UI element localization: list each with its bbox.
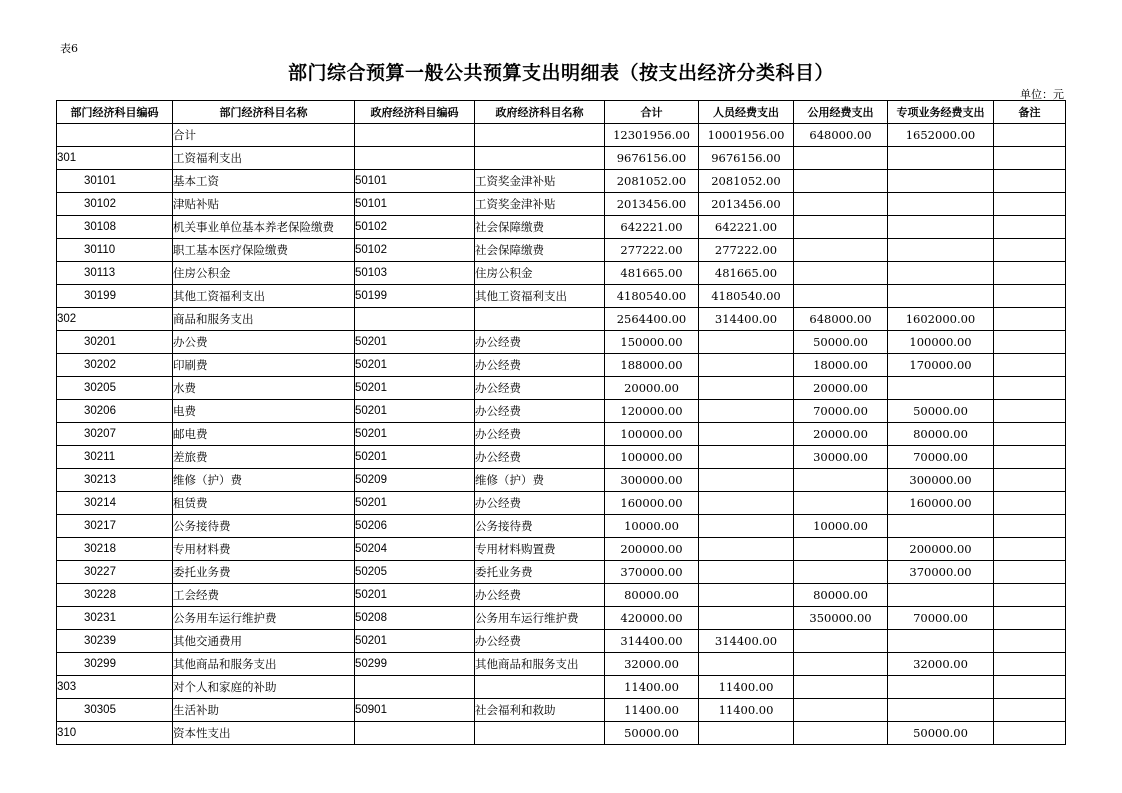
total-cell: 11400.00	[605, 676, 699, 699]
note-cell	[994, 147, 1066, 170]
header-total: 合计	[605, 101, 699, 124]
table-row	[57, 331, 1066, 354]
public-cell	[794, 492, 888, 515]
dept-code-cell: 30207	[57, 423, 173, 446]
special-cell: 50000.00	[888, 400, 994, 423]
gov-name-cell: 社会保障缴费	[475, 239, 605, 262]
gov-name-cell: 社会保障缴费	[475, 216, 605, 239]
dept-code-cell	[57, 124, 173, 147]
table-row	[57, 607, 1066, 630]
table-row	[57, 216, 1066, 239]
total-cell: 20000.00	[605, 377, 699, 400]
table-row	[57, 377, 1066, 400]
personnel-cell: 314400.00	[699, 630, 794, 653]
dept-code-cell: 303	[57, 676, 173, 699]
special-cell	[888, 147, 994, 170]
gov-name-cell	[475, 124, 605, 147]
special-cell: 1652000.00	[888, 124, 994, 147]
note-cell	[994, 492, 1066, 515]
gov-name-cell: 公务用车运行维护费	[475, 607, 605, 630]
dept-code-cell: 30201	[57, 331, 173, 354]
table-row	[57, 147, 1066, 170]
note-cell	[994, 170, 1066, 193]
personnel-cell	[699, 561, 794, 584]
note-cell	[994, 538, 1066, 561]
gov-code-cell: 50206	[355, 515, 475, 538]
gov-name-cell: 社会福利和救助	[475, 699, 605, 722]
public-cell	[794, 285, 888, 308]
note-cell	[994, 423, 1066, 446]
dept-code-cell: 30101	[57, 170, 173, 193]
dept-name-cell: 水费	[173, 377, 355, 400]
gov-code-cell	[355, 308, 475, 331]
total-cell: 32000.00	[605, 653, 699, 676]
gov-code-cell: 50102	[355, 239, 475, 262]
public-cell	[794, 193, 888, 216]
special-cell	[888, 584, 994, 607]
total-cell: 12301956.00	[605, 124, 699, 147]
dept-name-cell: 资本性支出	[173, 722, 355, 745]
note-cell	[994, 216, 1066, 239]
dept-code-cell: 30231	[57, 607, 173, 630]
dept-code-cell: 30206	[57, 400, 173, 423]
note-cell	[994, 676, 1066, 699]
public-cell	[794, 469, 888, 492]
public-cell: 20000.00	[794, 423, 888, 446]
table-row	[57, 170, 1066, 193]
personnel-cell	[699, 607, 794, 630]
special-cell	[888, 216, 994, 239]
dept-name-cell: 其他商品和服务支出	[173, 653, 355, 676]
table-row	[57, 354, 1066, 377]
table-row	[57, 469, 1066, 492]
total-cell: 80000.00	[605, 584, 699, 607]
personnel-cell	[699, 331, 794, 354]
dept-code-cell: 30299	[57, 653, 173, 676]
personnel-cell: 314400.00	[699, 308, 794, 331]
note-cell	[994, 285, 1066, 308]
personnel-cell: 642221.00	[699, 216, 794, 239]
note-cell	[994, 561, 1066, 584]
table-row	[57, 676, 1066, 699]
total-cell: 100000.00	[605, 423, 699, 446]
note-cell	[994, 584, 1066, 607]
public-cell	[794, 262, 888, 285]
dept-code-cell: 30217	[57, 515, 173, 538]
dept-code-cell: 30108	[57, 216, 173, 239]
dept-code-cell: 30214	[57, 492, 173, 515]
table-row	[57, 630, 1066, 653]
special-cell: 80000.00	[888, 423, 994, 446]
public-cell: 50000.00	[794, 331, 888, 354]
personnel-cell: 10001956.00	[699, 124, 794, 147]
gov-code-cell	[355, 676, 475, 699]
total-cell: 4180540.00	[605, 285, 699, 308]
gov-name-cell: 委托业务费	[475, 561, 605, 584]
dept-code-cell: 30202	[57, 354, 173, 377]
gov-name-cell: 工资奖金津补贴	[475, 170, 605, 193]
dept-code-cell: 30227	[57, 561, 173, 584]
special-cell: 100000.00	[888, 331, 994, 354]
total-cell: 481665.00	[605, 262, 699, 285]
page-title: 部门综合预算一般公共预算支出明细表（按支出经济分类科目）	[287, 62, 834, 84]
table-row	[57, 262, 1066, 285]
dept-name-cell: 津贴补贴	[173, 193, 355, 216]
header-note: 备注	[994, 101, 1066, 124]
dept-name-cell: 工资福利支出	[173, 147, 355, 170]
note-cell	[994, 699, 1066, 722]
dept-code-cell: 30205	[57, 377, 173, 400]
public-cell: 70000.00	[794, 400, 888, 423]
dept-name-cell: 电费	[173, 400, 355, 423]
table-row	[57, 400, 1066, 423]
special-cell	[888, 515, 994, 538]
dept-name-cell: 机关事业单位基本养老保险缴费	[173, 216, 355, 239]
gov-name-cell: 专用材料购置费	[475, 538, 605, 561]
gov-code-cell: 50201	[355, 630, 475, 653]
gov-code-cell: 50204	[355, 538, 475, 561]
special-cell: 70000.00	[888, 607, 994, 630]
gov-code-cell: 50299	[355, 653, 475, 676]
gov-code-cell: 50201	[355, 492, 475, 515]
dept-name-cell: 租赁费	[173, 492, 355, 515]
total-cell: 160000.00	[605, 492, 699, 515]
dept-code-cell: 30305	[57, 699, 173, 722]
total-cell: 120000.00	[605, 400, 699, 423]
public-cell	[794, 147, 888, 170]
public-cell	[794, 699, 888, 722]
personnel-cell	[699, 722, 794, 745]
gov-name-cell: 办公经费	[475, 331, 605, 354]
note-cell	[994, 469, 1066, 492]
gov-name-cell	[475, 308, 605, 331]
public-cell: 648000.00	[794, 124, 888, 147]
dept-code-cell: 302	[57, 308, 173, 331]
header-dept-name: 部门经济科目名称	[173, 101, 355, 124]
note-cell	[994, 653, 1066, 676]
gov-name-cell: 办公经费	[475, 492, 605, 515]
special-cell: 170000.00	[888, 354, 994, 377]
dept-code-cell: 30239	[57, 630, 173, 653]
total-cell: 2564400.00	[605, 308, 699, 331]
total-cell: 642221.00	[605, 216, 699, 239]
table-row	[57, 446, 1066, 469]
table-row	[57, 423, 1066, 446]
special-cell: 200000.00	[888, 538, 994, 561]
dept-name-cell: 差旅费	[173, 446, 355, 469]
gov-name-cell: 办公经费	[475, 584, 605, 607]
dept-name-cell: 公务用车运行维护费	[173, 607, 355, 630]
special-cell	[888, 377, 994, 400]
note-cell	[994, 262, 1066, 285]
dept-name-cell: 工会经费	[173, 584, 355, 607]
gov-name-cell: 办公经费	[475, 354, 605, 377]
header-public: 公用经费支出	[794, 101, 888, 124]
public-cell: 30000.00	[794, 446, 888, 469]
table-row	[57, 561, 1066, 584]
gov-code-cell: 50201	[355, 354, 475, 377]
header-personnel: 人员经费支出	[699, 101, 794, 124]
header-dept-code: 部门经济科目编码	[57, 101, 173, 124]
dept-code-cell: 301	[57, 147, 173, 170]
personnel-cell	[699, 377, 794, 400]
special-cell	[888, 699, 994, 722]
public-cell	[794, 676, 888, 699]
gov-name-cell	[475, 147, 605, 170]
personnel-cell	[699, 400, 794, 423]
dept-name-cell: 合计	[173, 124, 355, 147]
special-cell	[888, 676, 994, 699]
personnel-cell	[699, 492, 794, 515]
table-row	[57, 653, 1066, 676]
dept-name-cell: 办公费	[173, 331, 355, 354]
special-cell: 70000.00	[888, 446, 994, 469]
table-row	[57, 124, 1066, 147]
gov-name-cell: 公务接待费	[475, 515, 605, 538]
special-cell: 1602000.00	[888, 308, 994, 331]
personnel-cell	[699, 423, 794, 446]
total-cell: 420000.00	[605, 607, 699, 630]
personnel-cell	[699, 446, 794, 469]
note-cell	[994, 607, 1066, 630]
special-cell	[888, 170, 994, 193]
gov-code-cell: 50199	[355, 285, 475, 308]
dept-code-cell: 30228	[57, 584, 173, 607]
note-cell	[994, 193, 1066, 216]
public-cell	[794, 653, 888, 676]
dept-name-cell: 对个人和家庭的补助	[173, 676, 355, 699]
gov-code-cell: 50208	[355, 607, 475, 630]
special-cell: 300000.00	[888, 469, 994, 492]
total-cell: 2081052.00	[605, 170, 699, 193]
table-row	[57, 285, 1066, 308]
gov-name-cell: 住房公积金	[475, 262, 605, 285]
table-row	[57, 699, 1066, 722]
total-cell: 9676156.00	[605, 147, 699, 170]
public-cell: 80000.00	[794, 584, 888, 607]
dept-name-cell: 其他交通费用	[173, 630, 355, 653]
public-cell	[794, 538, 888, 561]
total-cell: 314400.00	[605, 630, 699, 653]
personnel-cell: 2013456.00	[699, 193, 794, 216]
total-cell: 200000.00	[605, 538, 699, 561]
gov-code-cell	[355, 147, 475, 170]
personnel-cell	[699, 469, 794, 492]
personnel-cell	[699, 653, 794, 676]
table-row	[57, 193, 1066, 216]
note-cell	[994, 124, 1066, 147]
gov-code-cell: 50201	[355, 423, 475, 446]
gov-code-cell: 50201	[355, 400, 475, 423]
note-cell	[994, 446, 1066, 469]
dept-code-cell: 30213	[57, 469, 173, 492]
dept-name-cell: 维修（护）费	[173, 469, 355, 492]
public-cell	[794, 239, 888, 262]
total-cell: 277222.00	[605, 239, 699, 262]
public-cell: 10000.00	[794, 515, 888, 538]
personnel-cell: 11400.00	[699, 699, 794, 722]
header-gov-name: 政府经济科目名称	[475, 101, 605, 124]
special-cell	[888, 193, 994, 216]
personnel-cell: 2081052.00	[699, 170, 794, 193]
special-cell: 370000.00	[888, 561, 994, 584]
total-cell: 370000.00	[605, 561, 699, 584]
note-cell	[994, 722, 1066, 745]
total-cell: 50000.00	[605, 722, 699, 745]
unit-label: 单位：元	[1020, 88, 1064, 101]
personnel-cell	[699, 515, 794, 538]
note-cell	[994, 239, 1066, 262]
note-cell	[994, 377, 1066, 400]
gov-code-cell	[355, 722, 475, 745]
dept-name-cell: 委托业务费	[173, 561, 355, 584]
dept-code-cell: 30199	[57, 285, 173, 308]
gov-name-cell: 其他商品和服务支出	[475, 653, 605, 676]
gov-name-cell: 办公经费	[475, 630, 605, 653]
gov-name-cell: 办公经费	[475, 377, 605, 400]
gov-code-cell	[355, 124, 475, 147]
note-cell	[994, 331, 1066, 354]
gov-code-cell: 50901	[355, 699, 475, 722]
gov-code-cell: 50201	[355, 331, 475, 354]
note-cell	[994, 400, 1066, 423]
gov-code-cell: 50201	[355, 584, 475, 607]
public-cell	[794, 630, 888, 653]
table-row	[57, 722, 1066, 745]
dept-name-cell: 公务接待费	[173, 515, 355, 538]
personnel-cell	[699, 584, 794, 607]
note-cell	[994, 630, 1066, 653]
note-cell	[994, 308, 1066, 331]
total-cell: 188000.00	[605, 354, 699, 377]
gov-name-cell	[475, 676, 605, 699]
public-cell: 20000.00	[794, 377, 888, 400]
gov-code-cell: 50209	[355, 469, 475, 492]
gov-code-cell: 50102	[355, 216, 475, 239]
note-cell	[994, 515, 1066, 538]
table-row	[57, 492, 1066, 515]
total-cell: 10000.00	[605, 515, 699, 538]
table-row	[57, 239, 1066, 262]
table-body	[57, 124, 1066, 745]
gov-name-cell	[475, 722, 605, 745]
gov-code-cell: 50101	[355, 170, 475, 193]
gov-name-cell: 办公经费	[475, 400, 605, 423]
total-cell: 300000.00	[605, 469, 699, 492]
note-cell	[994, 354, 1066, 377]
special-cell	[888, 285, 994, 308]
personnel-cell	[699, 354, 794, 377]
total-cell: 100000.00	[605, 446, 699, 469]
public-cell: 350000.00	[794, 607, 888, 630]
gov-code-cell: 50201	[355, 377, 475, 400]
public-cell: 648000.00	[794, 308, 888, 331]
header-special: 专项业务经费支出	[888, 101, 994, 124]
personnel-cell: 4180540.00	[699, 285, 794, 308]
dept-name-cell: 专用材料费	[173, 538, 355, 561]
personnel-cell: 481665.00	[699, 262, 794, 285]
personnel-cell: 277222.00	[699, 239, 794, 262]
sheet-tag: 表6	[60, 42, 78, 55]
special-cell: 160000.00	[888, 492, 994, 515]
dept-name-cell: 职工基本医疗保险缴费	[173, 239, 355, 262]
gov-code-cell: 50101	[355, 193, 475, 216]
gov-code-cell: 50205	[355, 561, 475, 584]
personnel-cell: 9676156.00	[699, 147, 794, 170]
gov-name-cell: 办公经费	[475, 423, 605, 446]
personnel-cell: 11400.00	[699, 676, 794, 699]
total-cell: 2013456.00	[605, 193, 699, 216]
dept-code-cell: 30113	[57, 262, 173, 285]
table-row	[57, 515, 1066, 538]
dept-name-cell: 其他工资福利支出	[173, 285, 355, 308]
gov-name-cell: 其他工资福利支出	[475, 285, 605, 308]
special-cell	[888, 630, 994, 653]
special-cell	[888, 239, 994, 262]
special-cell	[888, 262, 994, 285]
public-cell	[794, 561, 888, 584]
special-cell: 50000.00	[888, 722, 994, 745]
dept-code-cell: 30102	[57, 193, 173, 216]
dept-name-cell: 住房公积金	[173, 262, 355, 285]
budget-table	[56, 100, 1066, 745]
dept-code-cell: 30211	[57, 446, 173, 469]
gov-name-cell: 办公经费	[475, 446, 605, 469]
public-cell	[794, 216, 888, 239]
dept-name-cell: 基本工资	[173, 170, 355, 193]
table-row	[57, 538, 1066, 561]
public-cell: 18000.00	[794, 354, 888, 377]
total-cell: 11400.00	[605, 699, 699, 722]
special-cell: 32000.00	[888, 653, 994, 676]
dept-name-cell: 邮电费	[173, 423, 355, 446]
gov-name-cell: 维修（护）费	[475, 469, 605, 492]
dept-code-cell: 30110	[57, 239, 173, 262]
dept-name-cell: 印刷费	[173, 354, 355, 377]
table-row	[57, 308, 1066, 331]
public-cell	[794, 170, 888, 193]
table-row	[57, 584, 1066, 607]
header-gov-code: 政府经济科目编码	[355, 101, 475, 124]
gov-code-cell: 50103	[355, 262, 475, 285]
dept-code-cell: 310	[57, 722, 173, 745]
header-row	[57, 101, 1066, 124]
gov-name-cell: 工资奖金津补贴	[475, 193, 605, 216]
personnel-cell	[699, 538, 794, 561]
dept-name-cell: 生活补助	[173, 699, 355, 722]
public-cell	[794, 722, 888, 745]
dept-code-cell: 30218	[57, 538, 173, 561]
gov-code-cell: 50201	[355, 446, 475, 469]
dept-name-cell: 商品和服务支出	[173, 308, 355, 331]
total-cell: 150000.00	[605, 331, 699, 354]
